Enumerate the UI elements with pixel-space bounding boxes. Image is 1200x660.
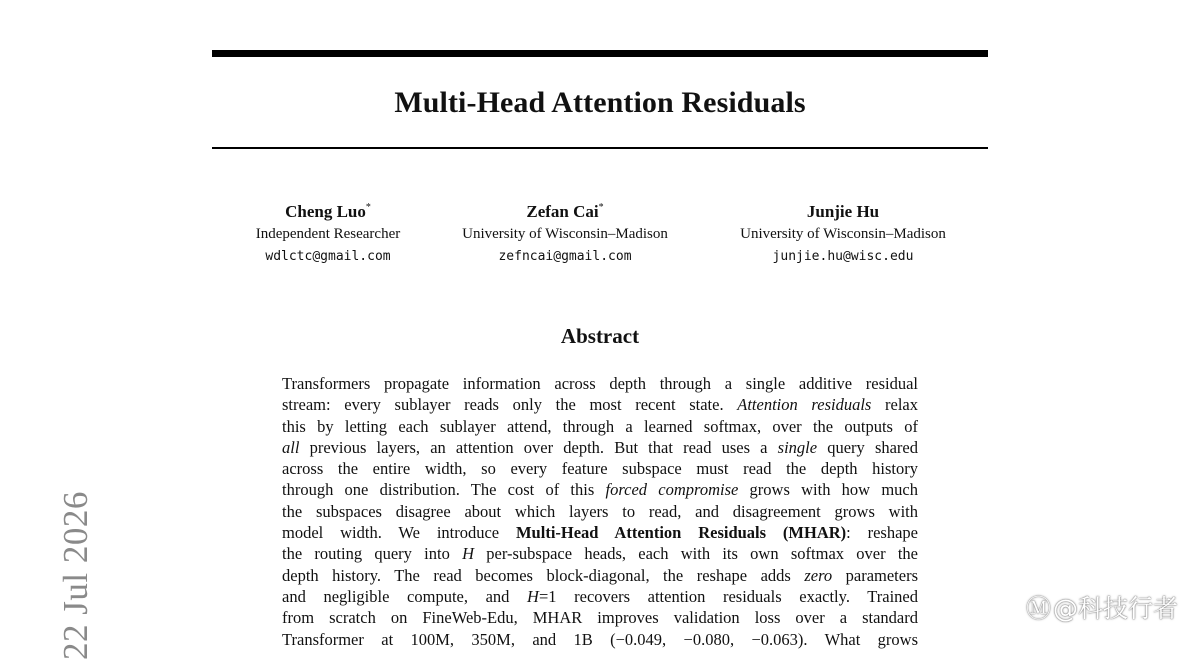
abstract-text-run: query shared [817,437,919,457]
author-affiliation: University of Wisconsin–Madison [462,226,668,242]
author-2 [440,201,690,267]
author-name: Junjie Hu [806,202,880,221]
abstract-line [282,394,918,415]
abstract-line [282,373,918,394]
watermark [1026,589,1178,625]
equal-contribution-mark: * [365,202,371,213]
author-3 [717,201,969,267]
abstract-line [282,458,918,479]
abstract-text-run: =1 recovers attention residuals exactly. Trained [538,586,918,606]
title-top-rule [212,50,988,57]
abstract-text-run: and negligible compute, and [282,586,528,606]
abstract-text-run: model width. We introduce [282,523,516,543]
abstract-text-run: Transformers propagate information across depth through a single additive residual [282,374,918,393]
abstract-italic-run: single [777,437,818,457]
paper-title: Multi-Head Attention Residuals [394,86,806,119]
abstract-text-run: from scratch on FineWeb-Edu, MHAR improves validation loss over a standard [282,608,918,628]
abstract-line [282,437,918,458]
author-name: Zefan Cai* [526,202,604,221]
abstract-text-run: depth history. The read becomes block-diagonal, the reshape adds [282,565,805,585]
abstract-line [282,565,918,586]
abstract-line [282,416,918,437]
equal-contribution-mark: * [598,202,604,213]
author-affiliation: University of Wisconsin–Madison [740,226,946,242]
abstract-text-run: grows with how much [738,480,918,500]
abstract-body [282,373,918,650]
author-name: Cheng Luo* [285,202,371,221]
abstract-text-run: through one distribution. The cost of this [282,480,606,500]
abstract-text-run: across the entire width, so every feature subspace must read the depth history [282,459,918,479]
abstract-line [282,586,918,607]
abstract-text-run: Transformer at 100M, 350M, and 1B (−0.049, −0.080, −0.063). What grows [282,629,918,649]
abstract-italic-run: zero [804,565,833,585]
arxiv-date-stamp: 22 Jul 2026 [56,491,95,660]
abstract-text-run: previous layers, an attention over depth. But that read uses a [299,437,778,457]
abstract-text-run: this by letting each sublayer attend, through a learned softmax, over the outputs of [282,416,918,436]
author-block [212,201,988,271]
abstract-text-run: relax [871,395,918,415]
abstract-text-run: stream: every sublayer reads only the most recent state. [282,395,738,415]
abstract-line [282,607,918,628]
author-email[interactable]: zefncai@gmail.com [498,249,632,264]
abstract-heading: Abstract [560,324,640,348]
abstract-line [282,543,918,564]
abstract-line [282,522,918,543]
abstract-italic-run: all [282,437,300,457]
author-affiliation: Independent Researcher [255,226,401,242]
abstract-text-run: parameters [832,565,919,585]
abstract-italic-run: Attention residuals [737,395,872,415]
author-1 [238,201,418,267]
abstract-text-run: the routing query into [282,544,463,564]
abstract-italic-run: forced compromise [605,480,739,500]
abstract-italic-run: H [527,586,539,606]
abstract-bold-run: Multi-Head Attention Residuals (MHAR) [515,523,847,543]
abstract-line [282,501,918,522]
author-email[interactable]: junjie.hu@wisc.edu [772,249,914,264]
title-bottom-rule [212,147,988,149]
abstract-text-run: the subspaces disagree about which layers to read, and disagreement grows with [282,501,918,521]
abstract-text-run: : reshape [846,523,918,543]
abstract-line [282,479,918,500]
author-email[interactable]: wdlctc@gmail.com [265,249,391,264]
abstract-italic-run: H [462,544,475,564]
watermark-text: @科技行者 [1052,594,1178,623]
abstract-text-run: per-subspace heads, each with its own softmax over the [474,544,919,564]
weibo-icon: Ⓜ [1025,594,1051,623]
abstract-line [282,629,918,650]
